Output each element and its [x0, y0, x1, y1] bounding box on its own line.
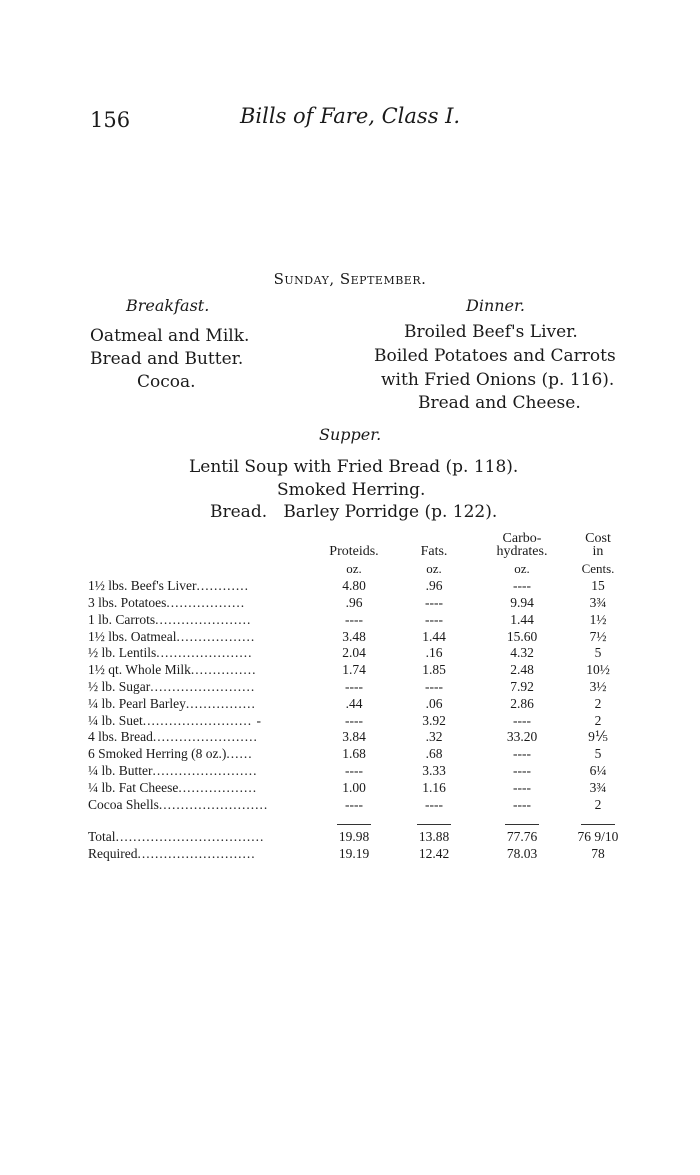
cell-cost: 2	[594, 695, 602, 711]
food-item: 1½ lbs. Beef's Liver............	[88, 578, 250, 594]
cell-proteids: 1.74	[342, 662, 366, 678]
unit-proteids: oz.	[346, 561, 362, 577]
cell-proteids: 2.04	[342, 645, 366, 661]
table-row	[88, 578, 632, 595]
cell-fats: 1.16	[422, 779, 446, 795]
food-item: Cocoa Shells.........................	[88, 796, 269, 812]
cell-cost: 2	[594, 796, 602, 812]
cell-carbo: ----	[513, 578, 531, 594]
cell-proteids: ----	[345, 611, 363, 627]
nutrition-table	[88, 532, 632, 863]
food-item: 1½ qt. Whole Milk...............	[88, 662, 257, 678]
cell-proteids: 4.80	[342, 578, 366, 594]
cell-fats: ----	[425, 594, 443, 610]
cell-fats: .96	[425, 578, 443, 594]
breakfast-item: Cocoa.	[137, 372, 196, 392]
cell-carbo: 33.20	[506, 729, 538, 745]
cell-fats: 1.85	[422, 662, 446, 678]
table-row	[88, 645, 632, 662]
summary-rule-row	[88, 813, 632, 829]
cell-carbo: ----	[513, 796, 531, 812]
cell-proteids: ----	[345, 762, 363, 778]
cell-proteids: ----	[345, 712, 363, 728]
cell-fats: .68	[425, 746, 443, 762]
required-fats: 12.42	[418, 846, 450, 862]
cell-fats: ----	[425, 678, 443, 694]
table-row	[88, 695, 632, 712]
food-item: 4 lbs. Bread........................	[88, 729, 258, 745]
cell-cost: 5	[594, 746, 602, 762]
cell-cost: 2	[594, 712, 602, 728]
cell-cost: 5	[594, 645, 602, 661]
supper-item: Lentil Soup with Fried Bread (p. 118).	[189, 457, 519, 477]
table-row	[88, 746, 632, 763]
dinner-item: with Fried Onions (p. 116).	[381, 370, 615, 390]
cell-cost: 3½	[589, 678, 607, 694]
cell-fats: .16	[425, 645, 443, 661]
cell-proteids: ----	[345, 678, 363, 694]
unit-cost: Cents.	[581, 561, 615, 577]
column-rule	[505, 824, 539, 825]
required-row: Required........................... 19.19 12.42 78.03 78	[88, 846, 632, 863]
supper-heading: Supper.	[319, 425, 382, 444]
page-number: 156	[90, 108, 131, 132]
table-row	[88, 595, 632, 612]
food-item: ½ lb. Lentils......................	[88, 645, 253, 661]
cell-carbo: 15.60	[506, 628, 538, 644]
dinner-item: Broiled Beef's Liver.	[404, 322, 578, 342]
cell-proteids: .96	[345, 594, 363, 610]
running-head: Bills of Fare, Class I.	[240, 104, 461, 128]
header-fats: Fats.	[420, 544, 448, 559]
total-label: Total	[88, 829, 116, 845]
cell-proteids: 1.68	[342, 746, 366, 762]
cell-cost: 7½	[589, 628, 607, 644]
total-row: Total.................................. 19.98 13.88 77.76 76 9/10	[88, 829, 632, 846]
food-item: 6 Smoked Herring (8 oz.)......	[88, 746, 253, 762]
table-row	[88, 679, 632, 696]
cell-fats: .32	[425, 729, 443, 745]
cell-proteids: 3.84	[342, 729, 366, 745]
table-row	[88, 662, 632, 679]
header-carbohydrates: Carbo- hydrates.	[496, 531, 548, 559]
supper-item: Smoked Herring.	[277, 480, 426, 500]
required-proteids: 19.19	[338, 846, 370, 862]
cell-fats: 3.33	[422, 762, 446, 778]
header-proteids: Proteids.	[329, 544, 379, 559]
supper-item: Bread. Barley Porridge (p. 122).	[210, 502, 498, 522]
cell-cost: 3¾	[589, 779, 607, 795]
cell-carbo: ----	[513, 779, 531, 795]
total-proteids: 19.98	[338, 829, 370, 845]
table-row	[88, 779, 632, 796]
cell-fats: 3.92	[422, 712, 446, 728]
cell-cost: 6¼	[589, 762, 607, 778]
food-item: 1 lb. Carrots......................	[88, 611, 252, 627]
food-item: ¼ lb. Fat Cheese..................	[88, 779, 258, 795]
food-item: ¼ lb. Suet......................... -	[88, 712, 263, 728]
table-row	[88, 712, 632, 729]
food-item: ½ lb. Sugar........................	[88, 678, 256, 694]
cell-carbo: ----	[513, 762, 531, 778]
table-row	[88, 628, 632, 645]
table-row	[88, 763, 632, 780]
table-row	[88, 611, 632, 628]
cell-carbo: 7.92	[510, 678, 534, 694]
required-cost: 78	[591, 846, 605, 862]
cell-carbo: 2.86	[510, 695, 534, 711]
table-header-row	[88, 532, 632, 561]
cell-cost: 9⅕	[588, 729, 608, 745]
cell-carbo: 1.44	[510, 611, 534, 627]
cell-cost: 15	[591, 578, 605, 594]
table-row	[88, 796, 632, 813]
cell-fats: ----	[425, 611, 443, 627]
cell-carbo: ----	[513, 746, 531, 762]
cell-proteids: 1.00	[342, 779, 366, 795]
cell-carbo: 2.48	[510, 662, 534, 678]
cell-carbo: 9.94	[510, 594, 534, 610]
cell-cost: 3¾	[589, 594, 607, 610]
column-rule	[581, 824, 615, 825]
required-carbo: 78.03	[506, 846, 538, 862]
cell-fats: ----	[425, 796, 443, 812]
total-cost: 76 9/10	[577, 829, 619, 845]
cell-carbo: ----	[513, 712, 531, 728]
cell-cost: 10½	[586, 662, 610, 678]
cell-proteids: 3.48	[342, 628, 366, 644]
breakfast-item: Bread and Butter.	[90, 349, 244, 369]
dinner-item: Bread and Cheese.	[418, 393, 581, 413]
food-item: ¼ lb. Butter........................	[88, 762, 258, 778]
total-fats: 13.88	[418, 829, 450, 845]
food-item: ¼ lb. Pearl Barley................	[88, 695, 256, 711]
dinner-heading: Dinner.	[466, 296, 525, 315]
table-row	[88, 729, 632, 746]
units-row	[88, 561, 632, 578]
unit-fats: oz.	[426, 561, 442, 577]
cell-carbo: 4.32	[510, 645, 534, 661]
cell-cost: 1½	[589, 611, 607, 627]
cell-proteids: .44	[345, 695, 363, 711]
cell-proteids: ----	[345, 796, 363, 812]
food-item: 3 lbs. Potatoes..................	[88, 594, 246, 610]
breakfast-item: Oatmeal and Milk.	[90, 326, 250, 346]
breakfast-heading: Breakfast.	[126, 296, 210, 315]
day-title: Sunday, September.	[273, 270, 427, 288]
required-label: Required	[88, 846, 138, 862]
header-cost: Cost in	[585, 531, 611, 559]
column-rule	[417, 824, 451, 825]
cell-fats: .06	[425, 695, 443, 711]
food-item: 1½ lbs. Oatmeal..................	[88, 628, 256, 644]
unit-carbo: oz.	[514, 561, 530, 577]
total-carbo: 77.76	[506, 829, 538, 845]
cell-fats: 1.44	[422, 628, 446, 644]
column-rule	[337, 824, 371, 825]
dinner-item: Boiled Potatoes and Carrots	[374, 346, 616, 366]
